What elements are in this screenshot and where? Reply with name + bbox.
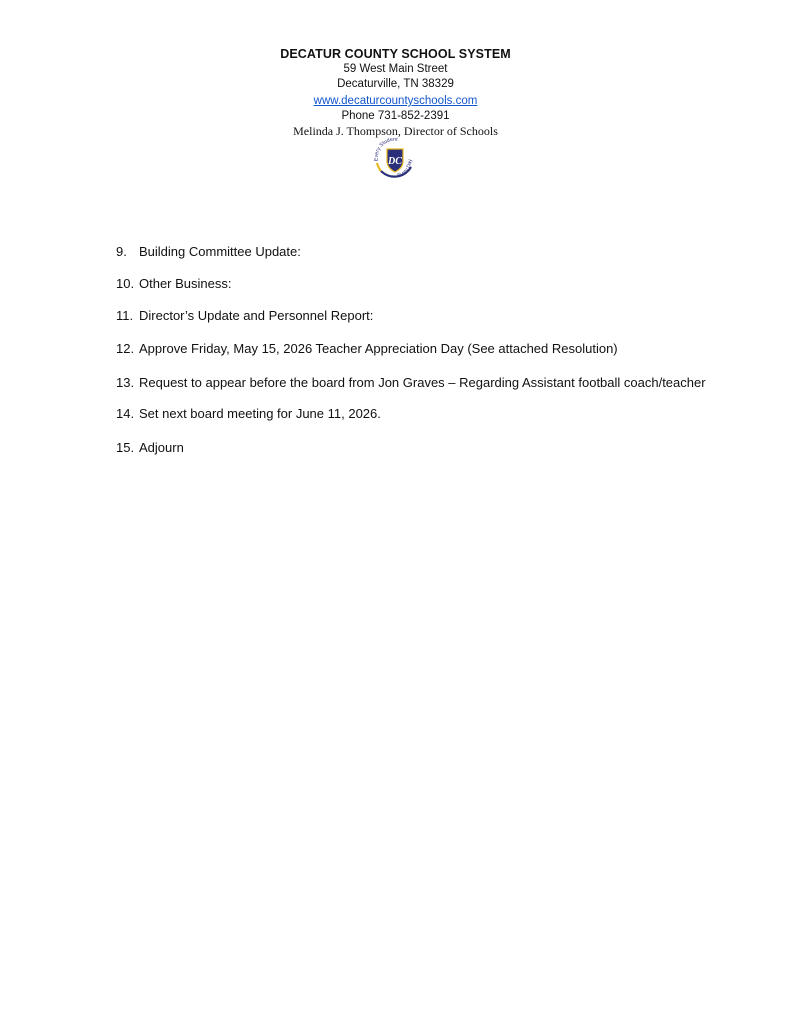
agenda-item — [116, 406, 381, 422]
agenda-item-number: 10. — [116, 276, 135, 291]
logo-ring-text-top: Every Student — [373, 137, 398, 162]
letterhead — [0, 46, 791, 138]
agenda-item-number: 15. — [116, 440, 135, 455]
logo-monogram: DC — [388, 156, 402, 167]
agenda-item-number: 9. — [116, 244, 127, 259]
agenda-item-text: Set next board meeting for June 11, 2026. — [139, 406, 381, 421]
agenda-item-text: Adjourn — [139, 440, 184, 455]
agenda-item-number: 12. — [116, 341, 135, 356]
agenda-item-number: 11. — [116, 308, 134, 323]
agenda-item — [116, 276, 232, 292]
address-street: 59 West Main Street — [343, 63, 448, 75]
agenda-item-text: Director’s Update and Personnel Report: — [139, 308, 374, 323]
agenda-item-text: Other Business: — [139, 276, 232, 291]
agenda-item — [116, 244, 301, 260]
website-link[interactable]: www.decaturcountyschools.com — [313, 95, 478, 107]
agenda-item — [116, 440, 184, 456]
logo-ring-text-bottom: Every Day — [396, 159, 414, 180]
agenda-item-number: 14. — [116, 406, 135, 421]
agenda-item-text: Request to appear before the board from Jon Graves – Regarding Assistant football coach/teacher — [139, 375, 706, 390]
agenda-item-number: 13. — [116, 375, 135, 390]
phone-number: Phone 731-852-2391 — [341, 110, 450, 122]
agenda-item — [116, 341, 618, 357]
agenda-item-text: Approve Friday, May 15, 2026 Teacher Appreciation Day (See attached Resolution) — [139, 341, 618, 356]
agenda-item-text: Building Committee Update: — [139, 244, 301, 259]
logo-accent-arc — [377, 163, 381, 171]
address-city: Decaturville, TN 38329 — [337, 77, 454, 90]
director-line: Melinda J. Thompson, Director of Schools — [293, 123, 498, 138]
school-logo — [372, 137, 418, 181]
organization-name: DECATUR COUNTY SCHOOL SYSTEM — [280, 47, 511, 61]
agenda-item — [116, 308, 373, 324]
agenda-item — [116, 375, 706, 391]
